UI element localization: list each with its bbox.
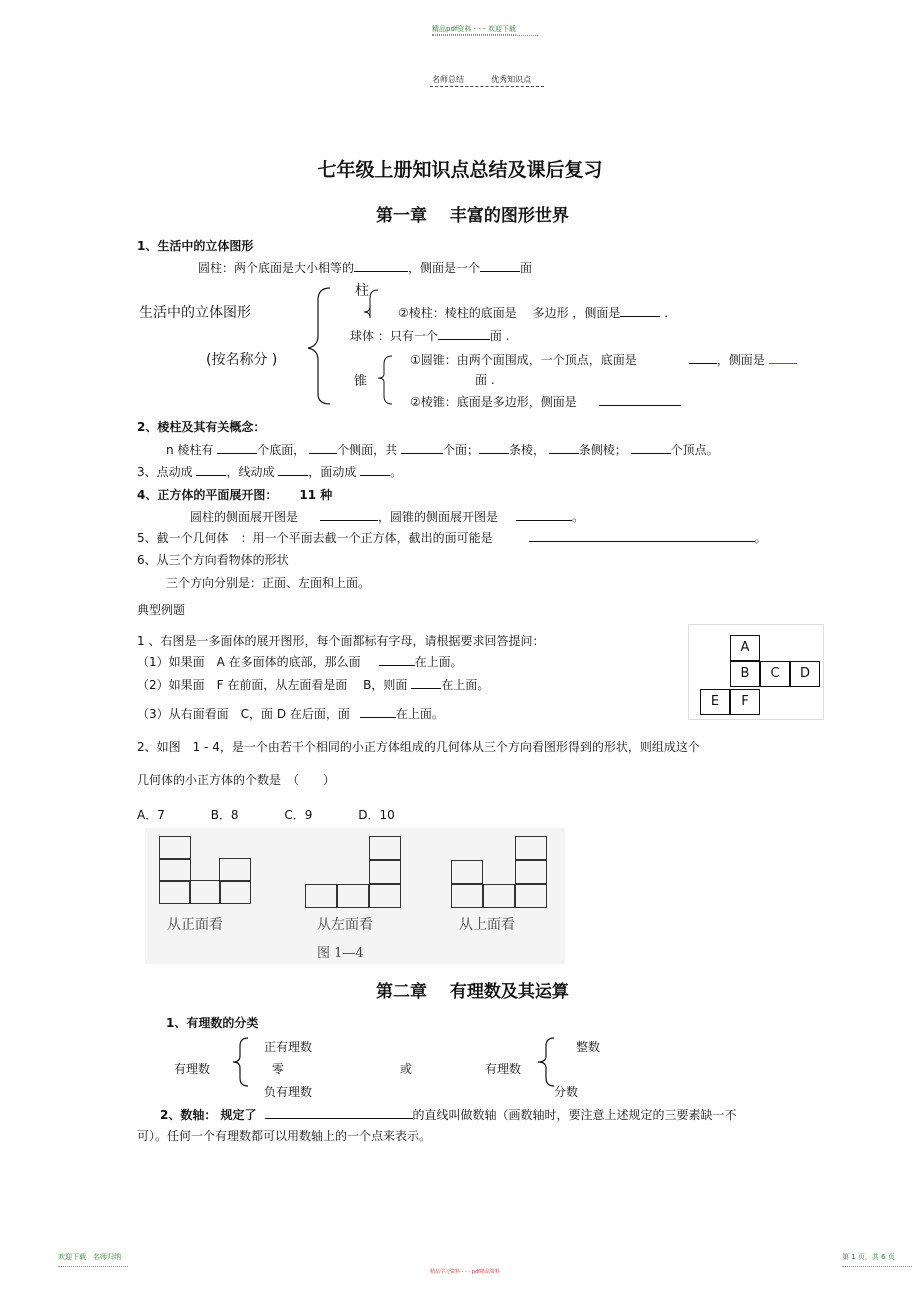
figure-caption: 图 1—4 (317, 946, 364, 961)
ch2-s2-c: 可）。任何一个有理数都可以用数轴上的一个点来表示。 (137, 1129, 432, 1143)
top-sq (451, 860, 483, 884)
q1b-text: （2）如果面 F 在前面，从左面看是面 B，则面 (137, 678, 408, 692)
top-sq (483, 884, 515, 908)
s4-line (137, 486, 332, 503)
option-d: D．10 (358, 808, 395, 822)
s5-line (137, 529, 767, 546)
cone1-line (410, 351, 797, 368)
q1a-text: （1）如果面 A 在多面体的底部，那么面 (137, 655, 361, 669)
view-front-label: 从正面看 (167, 917, 223, 933)
s4-a: 圆柱的侧面展开图是 (190, 510, 299, 524)
footer-left-dots (58, 1265, 128, 1267)
s2-text (166, 441, 719, 458)
s6-text: 三个方向分别是：正面、左面和上面。 (166, 576, 371, 590)
top-sq (515, 884, 547, 908)
net-cell-e: E (700, 689, 730, 715)
brace-left-2: (按名称分 ) (206, 352, 278, 368)
s2-t0: n 棱柱有 (166, 443, 214, 457)
right-item-0: 整数 (576, 1040, 601, 1054)
s3-p0: 3、点动成 (137, 465, 193, 479)
q1a-line (137, 653, 463, 670)
s5-text: 5、截一个几何体 ：用一个平面去截一个正方体，截出的面可能是 (137, 531, 493, 545)
option-b: B．8 (210, 808, 239, 822)
footer-right: 第 1 页，共 6 页 (842, 1253, 895, 1261)
header-sub (432, 74, 531, 85)
q1b-end: 在上面。 (441, 678, 490, 692)
brace-left-ch2 (230, 1036, 254, 1088)
front-sq (159, 858, 191, 882)
left-item-2: 负有理数 (264, 1085, 313, 1099)
left-sq (305, 884, 337, 908)
s4-label: 4、正方体的平面展开图： (137, 488, 278, 502)
q1c-text: （3）从右面看面 C，面 D 在后面，面 (137, 707, 350, 721)
examples-label: 典型例题 (137, 603, 186, 617)
header-rule (430, 86, 544, 87)
header-sub-right: 优秀知识点 (491, 75, 532, 84)
q1c-line (137, 705, 444, 722)
q1b-line (137, 676, 489, 693)
prism-end: . (664, 306, 669, 320)
brace-right-ch2 (532, 1036, 560, 1088)
s4-line2 (190, 508, 584, 525)
left-sq (369, 860, 401, 884)
zhui-label: 锥 (354, 374, 368, 389)
left-sq (369, 884, 401, 908)
top-sq (515, 860, 547, 884)
s3-p3: 。 (390, 465, 403, 479)
net-figure (688, 624, 824, 720)
chapter1-heading: 第一章 丰富的图形世界 (376, 206, 569, 226)
view-left-label: 从左面看 (317, 917, 373, 933)
cone1-text: ①圆锥：由两个面围成，一个顶点，底面是 (410, 353, 637, 367)
s5-end: 。 (754, 531, 767, 545)
left-root: 有理数 (174, 1062, 211, 1076)
front-sq (159, 836, 191, 860)
s4-count: 11 种 (299, 488, 333, 502)
s6-label: 6、从三个方向看物体的形状 (137, 553, 289, 567)
front-sq (159, 880, 191, 904)
cylinder-mid: ，侧面是一个 (408, 261, 481, 275)
views-figure (145, 828, 565, 964)
top-sq (451, 884, 483, 908)
s2-t6: 个顶点。 (670, 443, 719, 457)
front-sq (219, 858, 251, 882)
s4-c: 。 (572, 510, 585, 524)
sphere-text: 球体 ：只有一个 (350, 329, 438, 343)
q2b-text: 几何体的小正方体的个数是 （ ） (137, 773, 336, 787)
cylinder-line (198, 259, 532, 276)
s3-line (137, 463, 402, 480)
prism-line (398, 304, 668, 321)
s4-b: ，圆锥的侧面展开图是 (378, 510, 499, 524)
s2-t4: 条棱， (508, 443, 545, 457)
s1-label: 1、生活中的立体图形 (137, 239, 254, 253)
left-sq (337, 884, 369, 908)
q1-text: 1 、右图是一多面体的展开图形，每个面都标有字母，请根据要求回答提问： (137, 634, 545, 648)
left-item-0: 正有理数 (264, 1040, 313, 1054)
page-title: 七年级上册知识点总结及课后复习 (317, 159, 603, 181)
s2-label: 2、棱柱及其有关概念： (137, 420, 266, 434)
cone1-mid: ，侧面是 (716, 353, 765, 367)
cylinder-end: 面 (520, 261, 533, 275)
sphere-line (350, 327, 509, 344)
header-dots (432, 34, 538, 36)
net-cell-d: D (790, 661, 820, 687)
net-cell-b: B (730, 661, 760, 687)
left-sq (369, 836, 401, 860)
s3-p1: ，线动成 (226, 465, 275, 479)
s2-t3: 个面； (442, 443, 479, 457)
left-item-1: 零 (272, 1062, 285, 1076)
or-text: 或 (400, 1062, 413, 1076)
front-sq (219, 880, 251, 904)
cone2-line (410, 393, 681, 410)
net-cell-a: A (730, 635, 760, 661)
view-top-label: 从上面看 (459, 917, 515, 933)
cylinder-text: 圆柱：两个底面是大小相等的 (198, 261, 355, 275)
s2-t1: 个底面， (257, 443, 306, 457)
right-root: 有理数 (485, 1062, 522, 1076)
s2-t5: 条侧棱； (578, 443, 627, 457)
front-sq (189, 880, 221, 904)
cone1-end: 面 . (475, 373, 495, 387)
option-a: A．7 (137, 808, 165, 822)
footer-left: 欢迎下载 名师归纳 (58, 1253, 121, 1261)
s3-p2: ，面动成 (308, 465, 357, 479)
q1a-end: 在上面。 (414, 655, 463, 669)
chapter2-heading: 第二章 有理数及其运算 (376, 982, 569, 1002)
zhu-label: 柱 (355, 283, 369, 299)
q2-text: 2、如图 1 - 4，是一个由若干个相同的小正方体组成的几何体从三个方向看图形得到的形状，则组成这个 (137, 740, 700, 754)
net-cell-c: C (760, 661, 790, 687)
net-cell-f: F (730, 689, 760, 715)
s2-t2: 个侧面，共 (337, 443, 398, 457)
header-top-text: 精品pdf资料 - - - 欢迎下载 (432, 25, 516, 33)
option-c: C．9 (284, 808, 313, 822)
header-sub-left: 名师总结 (432, 75, 464, 84)
braces-svg (300, 284, 410, 410)
q1c-end: 在上面。 (395, 707, 444, 721)
footer-center: 精品学习资料 - - - pdf精品资料 (430, 1269, 500, 1275)
right-item-1: 分数 (554, 1085, 579, 1099)
sphere-end: 面 . (489, 329, 510, 343)
top-sq (515, 836, 547, 860)
cone2-text: ②棱锥：底面是多边形，侧面是 (410, 395, 577, 409)
footer-right-dots (842, 1265, 912, 1267)
options (137, 806, 395, 823)
prism-text: ②棱柱：棱柱的底面是 多边形 ，侧面是 (398, 306, 621, 320)
ch2-s2-a: 2、数轴： 规定了 (160, 1108, 257, 1122)
ch2-s2-b: 的直线叫做数轴（画数轴时，要注意上述规定的三要素缺一不 (412, 1108, 737, 1122)
ch2-s2-line (160, 1106, 737, 1123)
ch2-s1: 1、有理数的分类 (166, 1016, 259, 1030)
brace-left-1: 生活中的立体图形 (139, 305, 251, 321)
